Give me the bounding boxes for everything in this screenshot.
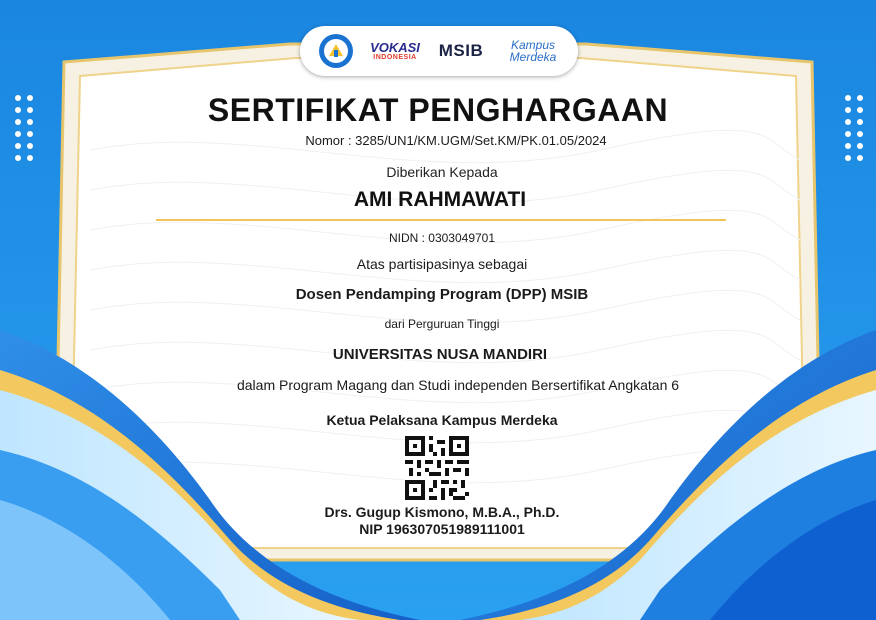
- given-to-label: Diberikan Kepada: [386, 164, 498, 180]
- from-label: dari Perguruan Tinggi: [384, 317, 500, 331]
- kampus-merdeka-logo: Kampus Merdeka: [509, 38, 557, 64]
- tut-wuri-handayani-logo: [314, 26, 358, 76]
- certificate-title: SERTIFIKAT PENGHARGAAN: [207, 92, 669, 128]
- participation-label: Atas partisipasinya sebagai: [356, 256, 528, 272]
- institution: UNIVERSITAS NUSA MANDIRI: [332, 346, 548, 363]
- role: Dosen Pendamping Program (DPP) MSIB: [295, 286, 589, 303]
- logo-bar: [300, 26, 578, 76]
- recipient-name: AMI RAHMAWATI: [353, 188, 527, 211]
- program: dalam Program Magang dan Studi independen Bersertifikat Angkatan 6: [236, 377, 680, 393]
- certificate-number: Nomor : 3285/UN1/KM.UGM/Set.KM/PK.01.05/2024: [305, 133, 607, 148]
- msib-logo: MSIB: [438, 41, 484, 60]
- signer-nip: NIP 196307051989111001: [359, 521, 525, 537]
- signer-name: Drs. Gugup Kismono, M.B.A., Ph.D.: [324, 504, 560, 520]
- nidn: NIDN : 0303049701: [388, 231, 496, 245]
- signer-title: Ketua Pelaksana Kampus Merdeka: [326, 412, 558, 428]
- vokasi-logo: VOKASI INDONESIA: [370, 40, 420, 61]
- qr-code: [405, 436, 469, 500]
